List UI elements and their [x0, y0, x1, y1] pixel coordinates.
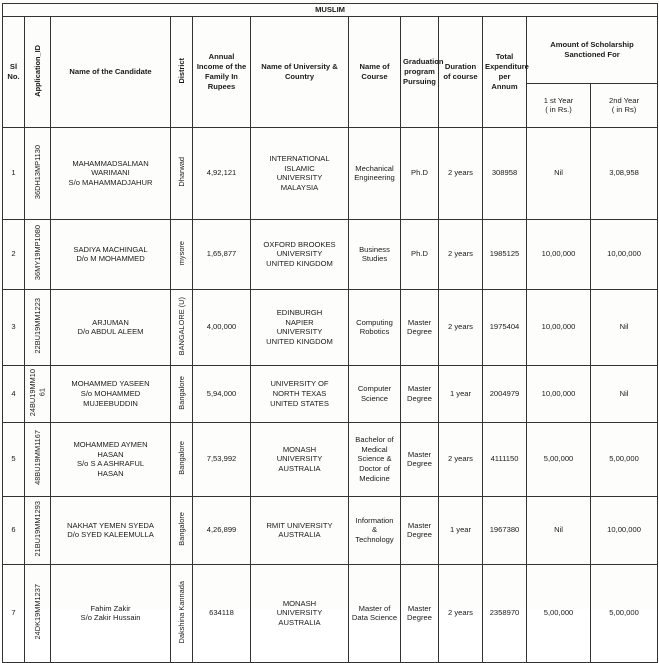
application-id: 48BU19MM1167: [32, 430, 42, 486]
expenditure: 1985125: [483, 219, 527, 289]
table-row: [3, 496, 658, 564]
annual-income: 5,94,000: [193, 365, 251, 422]
table-row: [3, 127, 658, 219]
table-row: [3, 564, 658, 662]
sl-no: 1: [3, 127, 25, 219]
university: RMIT UNIVERSITY AUSTRALIA: [251, 496, 349, 564]
table-row: [3, 422, 658, 496]
table-row: [3, 365, 658, 422]
university: UNIVERSITY OF NORTH TEXAS UNITED STATES: [251, 365, 349, 422]
sl-no: 5: [3, 422, 25, 496]
district: Bangalore: [176, 512, 186, 546]
district: mysore: [176, 240, 186, 266]
sl-no: 6: [3, 496, 25, 564]
header-university: Name of University & Country: [251, 16, 349, 127]
university: MONASH UNIVERSITY AUSTRALIA: [251, 564, 349, 662]
expenditure: 1975404: [483, 289, 527, 365]
scholarship-table: [2, 3, 658, 663]
header-duration: Duration of course: [439, 16, 483, 127]
header-first-year: 1 st Year ( in Rs.): [527, 83, 591, 127]
course: Bachelor of Medical Science & Doctor of Medicine: [349, 422, 401, 496]
annual-income: 7,53,992: [193, 422, 251, 496]
application-id: 24BU19MM10 61: [27, 368, 47, 417]
program: Ph.D: [401, 127, 439, 219]
candidate-name: NAKHAT YEMEN SYEDA D/o SYED KALEEMULLA: [51, 496, 171, 564]
program: Master Degree: [401, 496, 439, 564]
first-year-amount: 10,00,000: [527, 365, 591, 422]
candidate-name: MOHAMMED AYMEN HASAN S/o S A ASHRAFUL HASAN: [51, 422, 171, 496]
program: Master Degree: [401, 422, 439, 496]
header-course: Name of Course: [349, 16, 401, 127]
duration: 2 years: [439, 564, 483, 662]
program: Master Degree: [401, 289, 439, 365]
annual-income: 4,00,000: [193, 289, 251, 365]
first-year-amount: 10,00,000: [527, 219, 591, 289]
sl-no: 4: [3, 365, 25, 422]
duration: 1 year: [439, 496, 483, 564]
district: Dakshina Kannada: [176, 580, 186, 644]
application-id: 21BU19MM1293: [32, 501, 42, 557]
candidate-name: MOHAMMED YASEEN S/o MOHAMMED MUJEEBUDDIN: [51, 365, 171, 422]
district: Bangalore: [176, 375, 186, 410]
annual-income: 4,92,121: [193, 127, 251, 219]
application-id: 24DK19MM1237: [32, 584, 42, 640]
header-expenditure: Total Expenditure per Annum: [483, 16, 527, 127]
first-year-amount: 10,00,000: [527, 289, 591, 365]
course: Mechanical Engineering: [349, 127, 401, 219]
second-year-amount: 3,08,958: [591, 127, 658, 219]
course: Computer Science: [349, 365, 401, 422]
expenditure: 1967380: [483, 496, 527, 564]
first-year-amount: 5,00,000: [527, 422, 591, 496]
application-id: 36MY19MP1080: [32, 225, 42, 281]
program: Master Degree: [401, 365, 439, 422]
second-year-amount: 5,00,000: [591, 564, 658, 662]
course: Computing Robotics: [349, 289, 401, 365]
expenditure: 2358970: [483, 564, 527, 662]
second-year-amount: 10,00,000: [591, 219, 658, 289]
table-row: [3, 289, 658, 365]
duration: 1 year: [439, 365, 483, 422]
expenditure: 4111150: [483, 422, 527, 496]
course: Master of Data Science: [349, 564, 401, 662]
duration: 2 years: [439, 219, 483, 289]
duration: 2 years: [439, 127, 483, 219]
header-income: Annual Income of the Family In Rupees: [193, 16, 251, 127]
first-year-amount: Nil: [527, 496, 591, 564]
district: Dharwad: [176, 157, 186, 187]
course: Business Studies: [349, 219, 401, 289]
duration: 2 years: [439, 289, 483, 365]
candidate-name: MAHAMMADSALMAN WARIMANI S/o MAHAMMADJAHUR: [51, 127, 171, 219]
header-application-id: Application_ID: [25, 16, 51, 127]
category-title: MUSLIM: [3, 4, 658, 17]
university: MONASH UNIVERSITY AUSTRALIA: [251, 422, 349, 496]
sl-no: 3: [3, 289, 25, 365]
annual-income: 634118: [193, 564, 251, 662]
district: Bangalore: [176, 441, 186, 475]
application-id: 22BU19MM1223: [32, 298, 42, 354]
first-year-amount: Nil: [527, 127, 591, 219]
table-row: [3, 219, 658, 289]
header-program: Graduation program Pursuing: [401, 16, 439, 127]
candidate-name: SADIYA MACHINGAL D/o M MOHAMMED: [51, 219, 171, 289]
second-year-amount: Nil: [591, 289, 658, 365]
candidate-name: ARJUMAN D/o ABDUL ALEEM: [51, 289, 171, 365]
university: OXFORD BROOKES UNIVERSITY UNITED KINGDOM: [251, 219, 349, 289]
program: Master Degree: [401, 564, 439, 662]
university: EDINBURGH NAPIER UNIVERSITY UNITED KINGDOM: [251, 289, 349, 365]
university: INTERNATIONAL ISLAMIC UNIVERSITY MALAYSIA: [251, 127, 349, 219]
header-second-year: 2nd Year ( in Rs): [591, 83, 658, 127]
expenditure: 2004979: [483, 365, 527, 422]
district: BANGALORE (U): [176, 296, 186, 356]
candidate-name: Fahim Zakir S/o Zakir Hussain: [51, 564, 171, 662]
expenditure: 308958: [483, 127, 527, 219]
header-district: District: [171, 16, 193, 127]
header-candidate: Name of the Candidate: [51, 16, 171, 127]
sl-no: 7: [3, 564, 25, 662]
program: Ph.D: [401, 219, 439, 289]
second-year-amount: 10,00,000: [591, 496, 658, 564]
header-scholarship: Amount of Scholarship Sanctioned For: [527, 16, 658, 83]
first-year-amount: 5,00,000: [527, 564, 591, 662]
second-year-amount: Nil: [591, 365, 658, 422]
application-id: 36DH13MP1130: [32, 144, 42, 199]
second-year-amount: 5,00,000: [591, 422, 658, 496]
annual-income: 4,26,899: [193, 496, 251, 564]
table-body: [3, 127, 658, 662]
sl-no: 2: [3, 219, 25, 289]
course: Information & Technology: [349, 496, 401, 564]
header-sl-no: Sl No.: [3, 16, 25, 127]
duration: 2 years: [439, 422, 483, 496]
annual-income: 1,65,877: [193, 219, 251, 289]
